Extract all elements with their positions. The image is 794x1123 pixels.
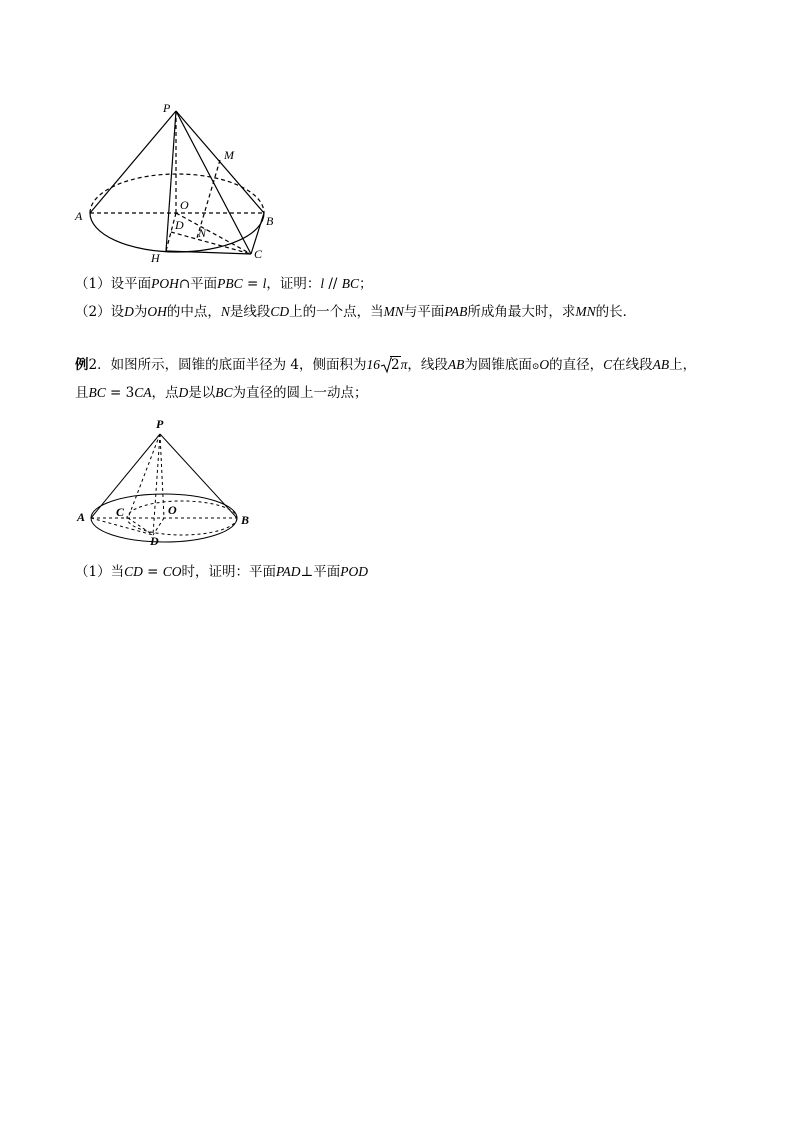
fig1-ellipse-back	[90, 174, 264, 213]
fig2-line-PC	[128, 434, 160, 518]
fig1-label-D: D	[175, 218, 184, 232]
example-2-line-1: 例2．如图所示，圆锥的底面半径为 4，侧面积为16 2π，线段AB为圆锥底面⊙O的直径，C在线段AB上，	[75, 357, 697, 373]
fig2-line-AD	[91, 518, 153, 535]
fig2-line-OD	[153, 518, 164, 535]
fig2-line-CD	[128, 518, 153, 535]
fig1-label-A: A	[75, 209, 83, 223]
fig2-line-PD	[153, 434, 160, 535]
fig2-label-A: A	[77, 510, 86, 524]
figure-1-cone	[0, 0, 794, 270]
fig1-label-B: B	[266, 214, 274, 228]
fig2-label-O: O	[168, 503, 177, 517]
fig2-line-PA	[91, 434, 160, 518]
fig2-label-P: P	[156, 417, 164, 431]
fig1-line-DC	[171, 232, 251, 254]
fig1-label-H: H	[151, 251, 160, 265]
example-2-line-2: 且BC = 3CA，点D是以BC为直径的圆上一动点；	[75, 385, 368, 401]
sqrt-sign-icon	[381, 357, 392, 373]
fig2-ellipse-front	[91, 518, 237, 542]
fig1-label-P: P	[163, 101, 171, 115]
fig1-line-PA	[90, 111, 176, 213]
fig1-label-M: M	[224, 148, 234, 162]
fig2-label-C: C	[116, 505, 125, 519]
question-1: （1）设平面POH∩平面PBC = l，证明：l // BC；	[75, 276, 373, 292]
fig2-label-D: D	[150, 534, 159, 548]
fig1-label-C: C	[254, 247, 263, 261]
fig1-label-N: N	[198, 226, 207, 240]
fig1-label-O: O	[180, 198, 189, 212]
fig2-label-B: B	[241, 513, 250, 527]
question-ex2-1: （1）当CD = CO时，证明：平面PAD⊥平面POD	[75, 564, 368, 580]
fig2-line-PO	[160, 434, 164, 518]
figure-2-cone	[0, 410, 794, 550]
question-2: （2）设D为OH的中点，N是线段CD上的一个点，当MN与平面PAB所成角最大时，求MN的长．	[75, 304, 637, 320]
